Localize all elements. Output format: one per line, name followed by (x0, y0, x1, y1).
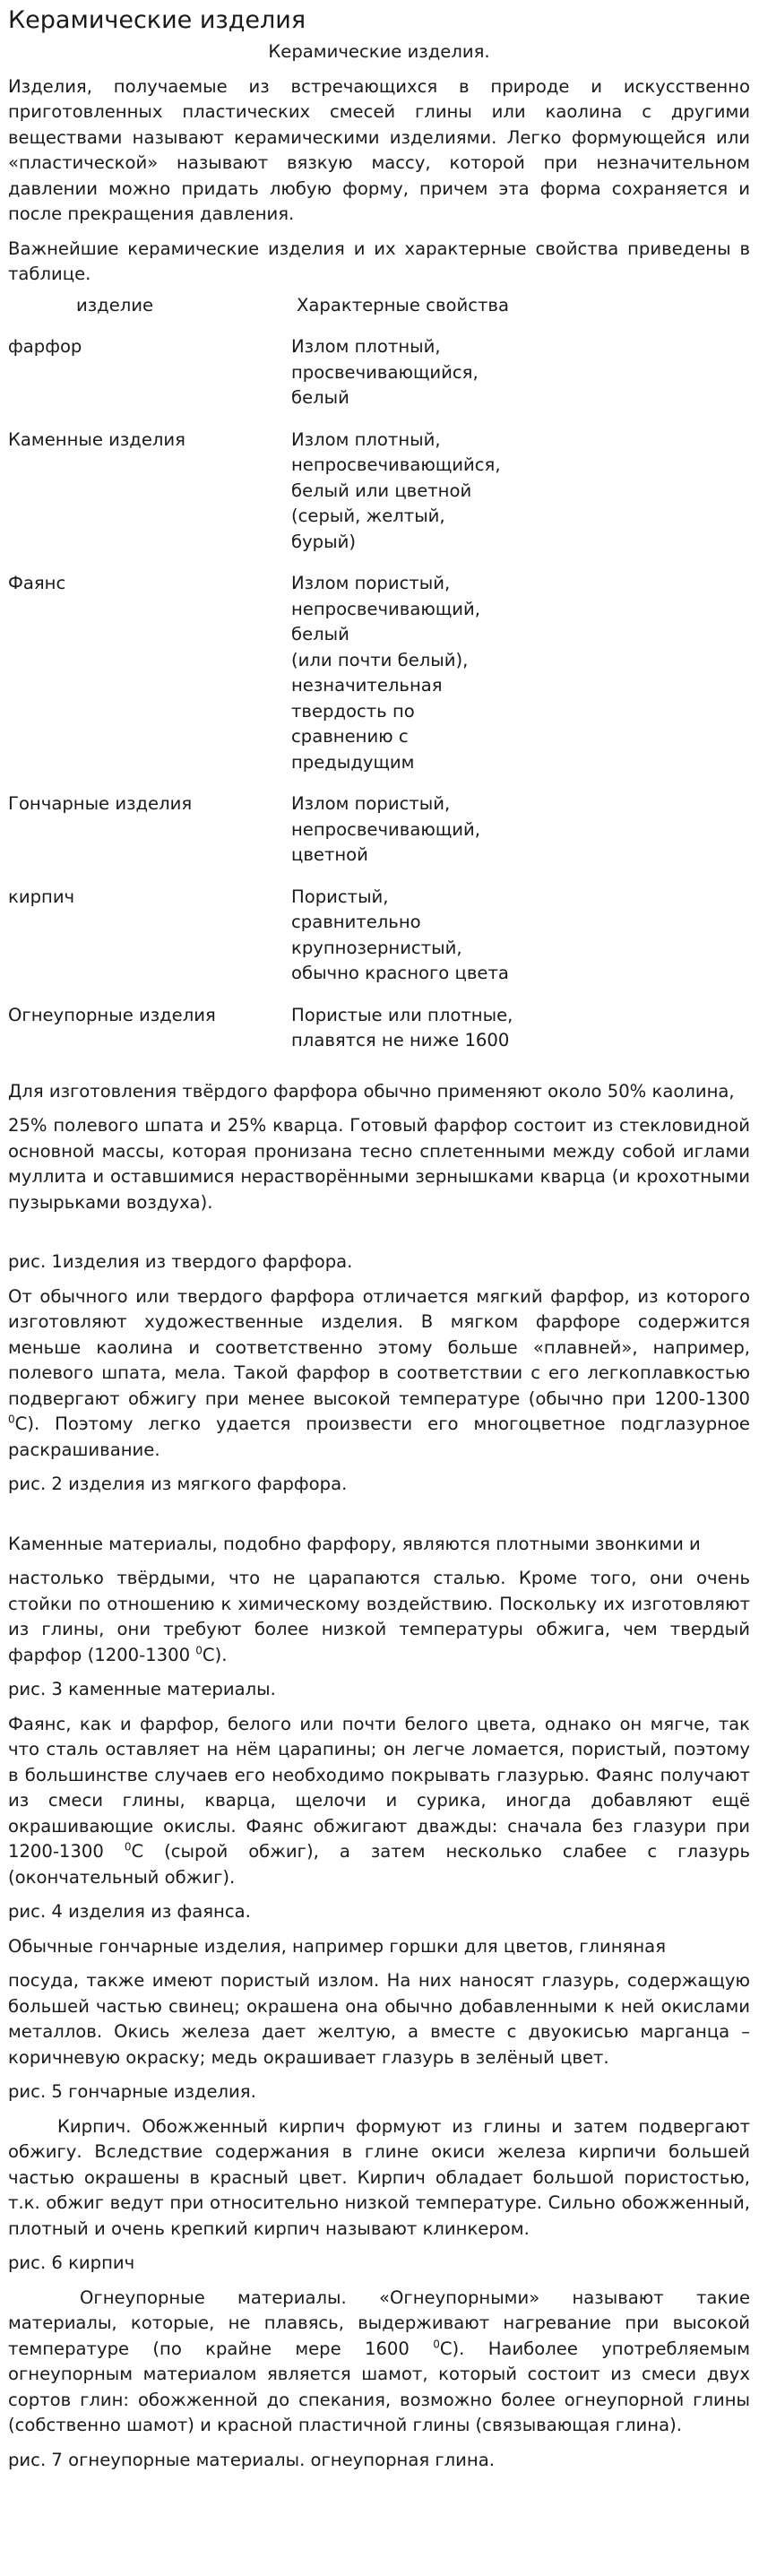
figure-caption-7: рис. 7 огнеупорные материалы. огнеупорная глина. (8, 2449, 495, 2470)
porcelain-paragraph-2: 25% полевого шпата и 25% кварца. Готовый фарфор состоит из стекловидной основной массы, которая пронизана тесно сплетенными между собой иглами муллита и оставшимися нерастворёнными зернышками кварца (и крохотными пузырьками воздуха). (8, 1115, 750, 1213)
soft-porcelain-paragraph: От обычного или твердого фарфора отличается мягкий фарфор, из которого изготовляют художественные изделия. В мягком фарфоре содержится меньше каолина и соответственно этому больше «плавней», например, полевого шпата, мела. Такой фарфор в соответствии с его легкоплавкостью подвергают обжигу при менее высокой температуре (обычно при 1200-1300 $^0$С). Поэтому легко удается произвести его многоцветное подглазурное раскрашивание. (8, 1285, 750, 1460)
table-row (8, 791, 750, 885)
table-header-properties: Характерные свойства (297, 294, 509, 316)
stoneware-paragraph-2: настолько твёрдыми, что не царапаются сталью. Кроме того, они очень стойки по отношению к химическому воздействию. Поскольку их изготовляют из глины, они требуют более низкой температуры обжига, чем твердый фарфор (1200-1300 $^0$С). (8, 1568, 750, 1665)
document-subtitle: Керамические изделия. (268, 41, 490, 62)
stoneware-paragraph-1: Каменные материалы, подобно фарфору, являются плотными звонкими и (8, 1533, 701, 1554)
table-cell-properties: Пористые или плотные, плавятся не ниже 1600 (291, 1004, 513, 1050)
table-cell-properties: Излом пористый, непросвечивающий, белый (или почти белый), незначительная твердость по сравнению с предыдущим (291, 573, 480, 773)
table-cell-product: Каменные изделия (8, 428, 185, 450)
table-cell-properties: Пористый, сравнительно крупнозернистый, обычно красного цвета (291, 886, 509, 983)
table-cell-product: Гончарные изделия (8, 793, 193, 814)
pottery-paragraph-2: посуда, также имеют пористый излом. На них наносят глазурь, содержащую большей частью свинец; окрашена она обычно добавленными к ней окислами металлов. Окись железа дает желтую, а вместе с двуокисью марганца – коричневую окраску; медь окрашивает глазурь в зелёный цвет. (8, 1970, 750, 2068)
table-intro-paragraph: Важнейшие керамические изделия и их характерные свойства приведены в таблице. (8, 238, 750, 284)
table-row (8, 428, 750, 572)
table-header-product: изделие (76, 294, 154, 316)
figure-caption-3: рис. 3 каменные материалы. (8, 1679, 276, 1699)
figure-caption-1: рис. 1изделия из твердого фарфора. (8, 1251, 353, 1272)
table-cell-product: фарфор (8, 336, 82, 357)
refractory-paragraph: Огнеупорные материалы. «Огнеупорными» называют такие материалы, которые, не плавясь, выдерживают нагревание при высокой температуре (по крайне мере 1600 $^0$С). Наиболее употребляемым огнеупорным материалом является шамот, который состоит из смеси двух сортов глин: обожженной до спекания, возможно более огнеупорной глины (собственно шамот) и красной пластичной глины (связывающая глина). (8, 2286, 750, 2435)
table-header-row (8, 293, 750, 335)
table-cell-properties: Излом плотный, непросвечивающийся, белый или цветной (серый, желтый, бурый) (291, 428, 501, 552)
figure-caption-2: рис. 2 изделия из мягкого фарфора. (8, 1474, 348, 1494)
figure-caption-6: рис. 6 кирпич (8, 2252, 135, 2273)
pottery-paragraph-1: Обычные гончарные изделия, например горшки для цветов, глиняная (8, 1935, 666, 1957)
table-row (8, 571, 750, 791)
figure-caption-4: рис. 4 изделия из фаянса. (8, 1901, 251, 1922)
table-cell-product: кирпич (8, 886, 75, 907)
porcelain-paragraph-1: Для изготовления твёрдого фарфора обычно применяют около 50% каолина, (8, 1080, 735, 1102)
brick-paragraph: Кирпич. Обожженный кирпич формуют из глины и затем подвергают обжигу. Вследствие содержания в глине окиси железа кирпичи большей частью окрашены в красный цвет. Кирпич обладает большой пористостью, т.к. обжиг ведут при относительно низкой температуре. Сильно обожженный, плотный и очень крепкий кирпич называют клинкером. (8, 2115, 750, 2239)
properties-table (8, 293, 750, 1070)
table-cell-product: Фаянс (8, 573, 66, 593)
table-cell-properties: Излом пористый, непросвечивающий, цветной (291, 793, 480, 865)
table-row (8, 334, 750, 428)
table-row (8, 1003, 750, 1070)
page-title: Керамические изделия (8, 6, 306, 34)
table-cell-properties: Излом плотный, просвечивающийся, белый (291, 336, 479, 408)
table-cell-product: Огнеупорные изделия (8, 1004, 216, 1025)
table-row (8, 885, 750, 1003)
intro-paragraph: Изделия, получаемые из встречающихся в природе и искусственно приготовленных пластических смесей глины или каолина с другими веществами называют керамическими изделиями. Легко формующейся или «пластической» называют вязкую массу, которой при незначительном давлении можно придать любую форму, причем эта форма сохраняется и после прекращения давления. (8, 75, 750, 224)
faience-paragraph: Фаянс, как и фарфор, белого или почти белого цвета, однако он мягче, так что сталь оставляет на нём царапины; он легче ломается, пористый, поэтому в большинстве случаев его необходимо покрывать глазурью. Фаянс получают из смеси глины, кварца, щелочи и сурика, иногда добавляют ещё окрашивающие окислы. Фаянс обжигают дважды: сначала без глазури при 1200-1300 $^0$С (сырой обжиг), а затем несколько слабее с глазурь (окончательный обжиг). (8, 1713, 750, 1888)
figure-caption-5: рис. 5 гончарные изделия. (8, 2081, 256, 2102)
